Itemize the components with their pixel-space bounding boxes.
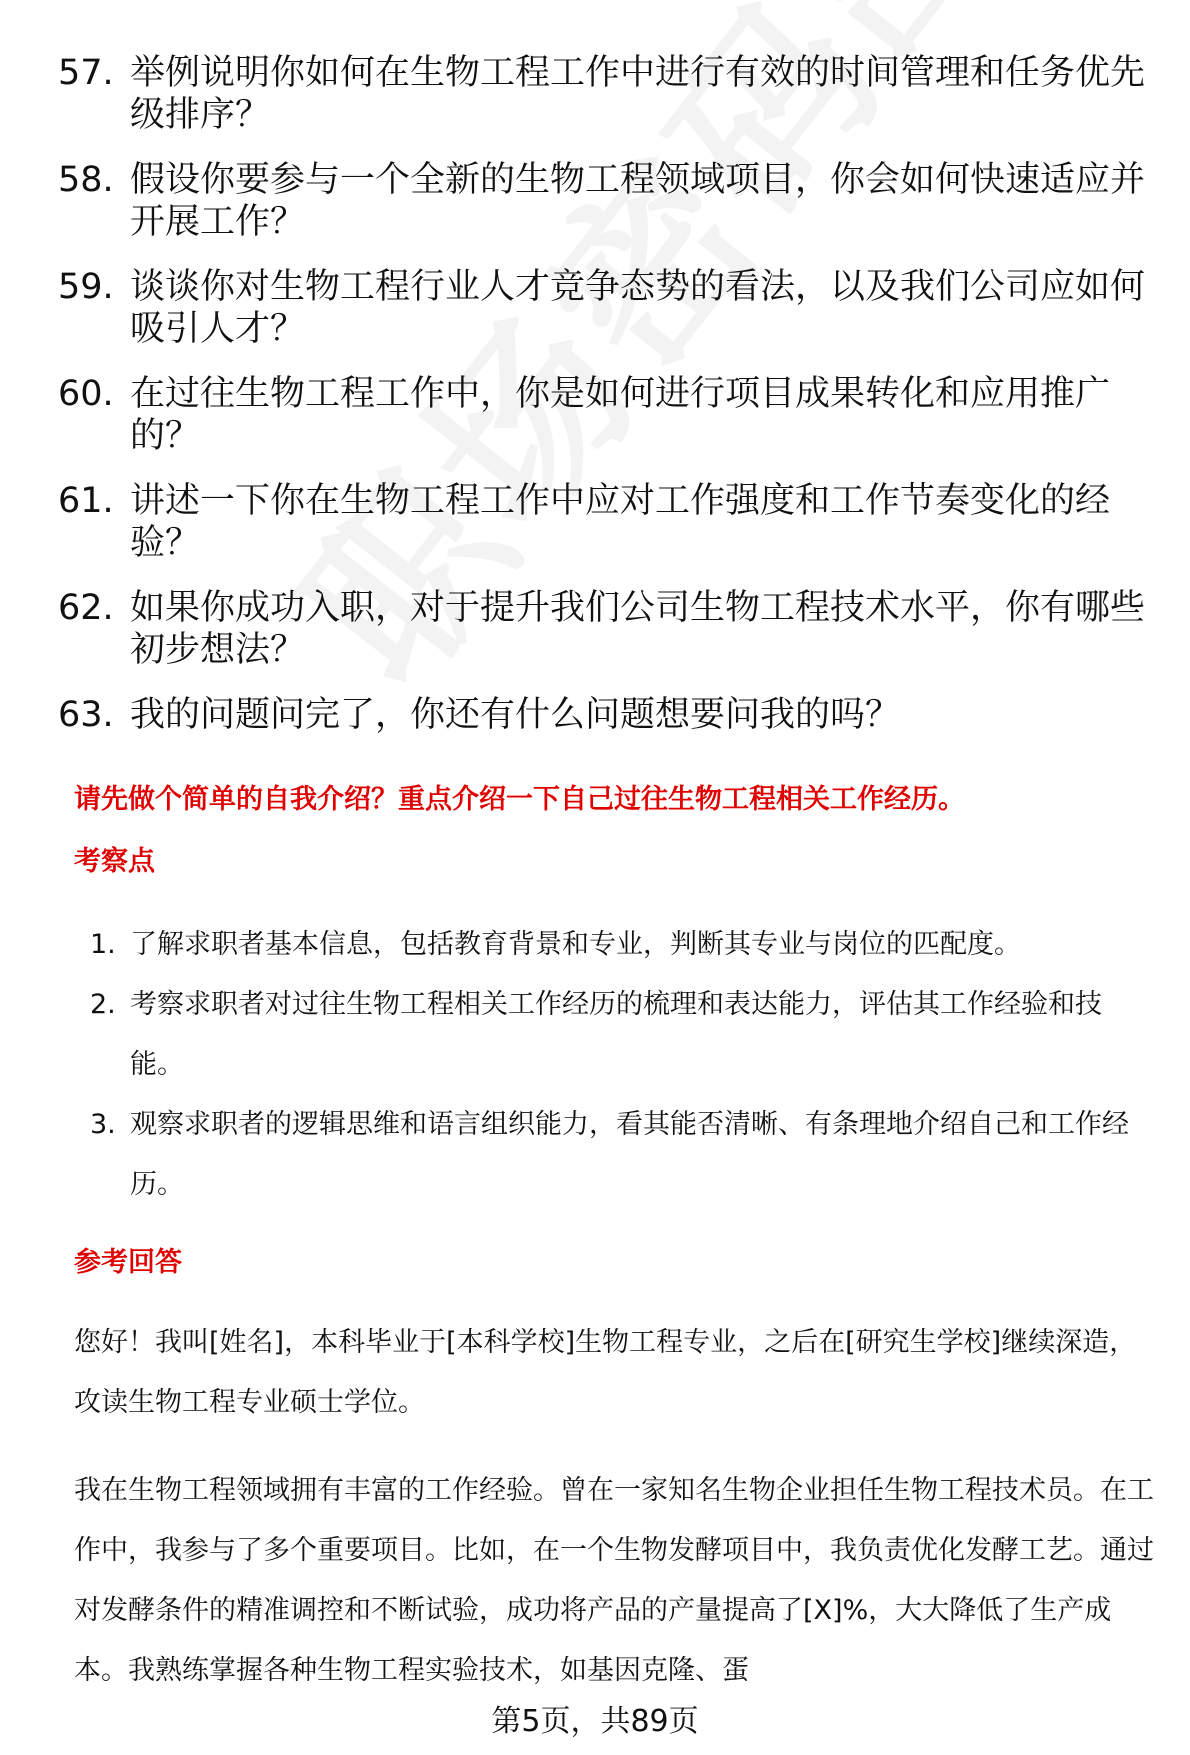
point-item: [90, 975, 1150, 1095]
question-number: 59.: [58, 267, 114, 307]
question-text: 我的问题问完了，你还有什么问题想要问我的吗？: [130, 695, 901, 735]
question-item: [58, 52, 1148, 136]
question-item: [58, 480, 1148, 564]
question-list: [58, 52, 1148, 759]
question-item: [58, 694, 1148, 736]
point-text: 考察求职者对过往生物工程相关工作经历的梳理和表达能力，评估其工作经验和技能。: [130, 989, 1102, 1080]
question-number: 58.: [58, 160, 114, 200]
examination-heading: 考察点: [74, 846, 155, 877]
point-item: [90, 1095, 1150, 1215]
question-text: 谈谈你对生物工程行业人才竞争态势的看法，以及我们公司应如何吸引人才？: [130, 267, 1146, 349]
answer-paragraph: 您好！我叫[姓名]，本科毕业于[本科学校]生物工程专业，之后在[研究生学校]继续深造，攻读生物工程专业硕士学位。: [74, 1327, 1137, 1418]
point-number: 1.: [90, 929, 116, 960]
question-text: 举例说明你如何在生物工程工作中进行有效的时间管理和任务优先级排序？: [130, 53, 1146, 135]
question-number: 63.: [58, 695, 114, 735]
question-number: 62.: [58, 588, 114, 628]
question-number: 60.: [58, 374, 114, 414]
question-text: 如果你成功入职，对于提升我们公司生物工程技术水平，你有哪些初步想法？: [130, 588, 1146, 670]
point-text: 观察求职者的逻辑思维和语言组织能力，看其能否清晰、有条理地介绍自己和工作经历。: [130, 1109, 1129, 1200]
question-number: 57.: [58, 53, 114, 93]
point-number: 3.: [90, 1109, 116, 1140]
question-item: [58, 159, 1148, 243]
point-number: 2.: [90, 989, 116, 1020]
point-item: [90, 915, 1150, 975]
answer-paragraph: 我在生物工程领域拥有丰富的工作经验。曾在一家知名生物企业担任生物工程技术员。在工作中，我参与了多个重要项目。比如，在一个生物发酵项目中，我负责优化发酵工艺。通过对发酵条件的精准调控和不断试验，成功将产品的产量提高了[X]%，大大降低了生产成本。我熟练掌握各种生物工程实验技术，如基因克隆、蛋: [74, 1475, 1154, 1686]
examination-points: [90, 915, 1150, 1215]
question-item: [58, 373, 1148, 457]
question-text: 假设你要参与一个全新的生物工程领域项目，你会如何快速适应并开展工作？: [130, 160, 1146, 242]
question-item: [58, 266, 1148, 350]
question-text: 在过往生物工程工作中，你是如何进行项目成果转化和应用推广的？: [130, 374, 1111, 456]
focus-question: 请先做个简单的自我介绍？重点介绍一下自己过往生物工程相关工作经历。: [74, 784, 965, 815]
point-text: 了解求职者基本信息，包括教育背景和专业，判断其专业与岗位的匹配度。: [130, 929, 1021, 960]
question-text: 讲述一下你在生物工程工作中应对工作强度和工作节奏变化的经验？: [130, 481, 1111, 563]
reference-heading: 参考回答: [74, 1247, 182, 1278]
page-footer: 第5页，共89页: [491, 1704, 699, 1739]
question-item: [58, 587, 1148, 671]
question-number: 61.: [58, 481, 114, 521]
